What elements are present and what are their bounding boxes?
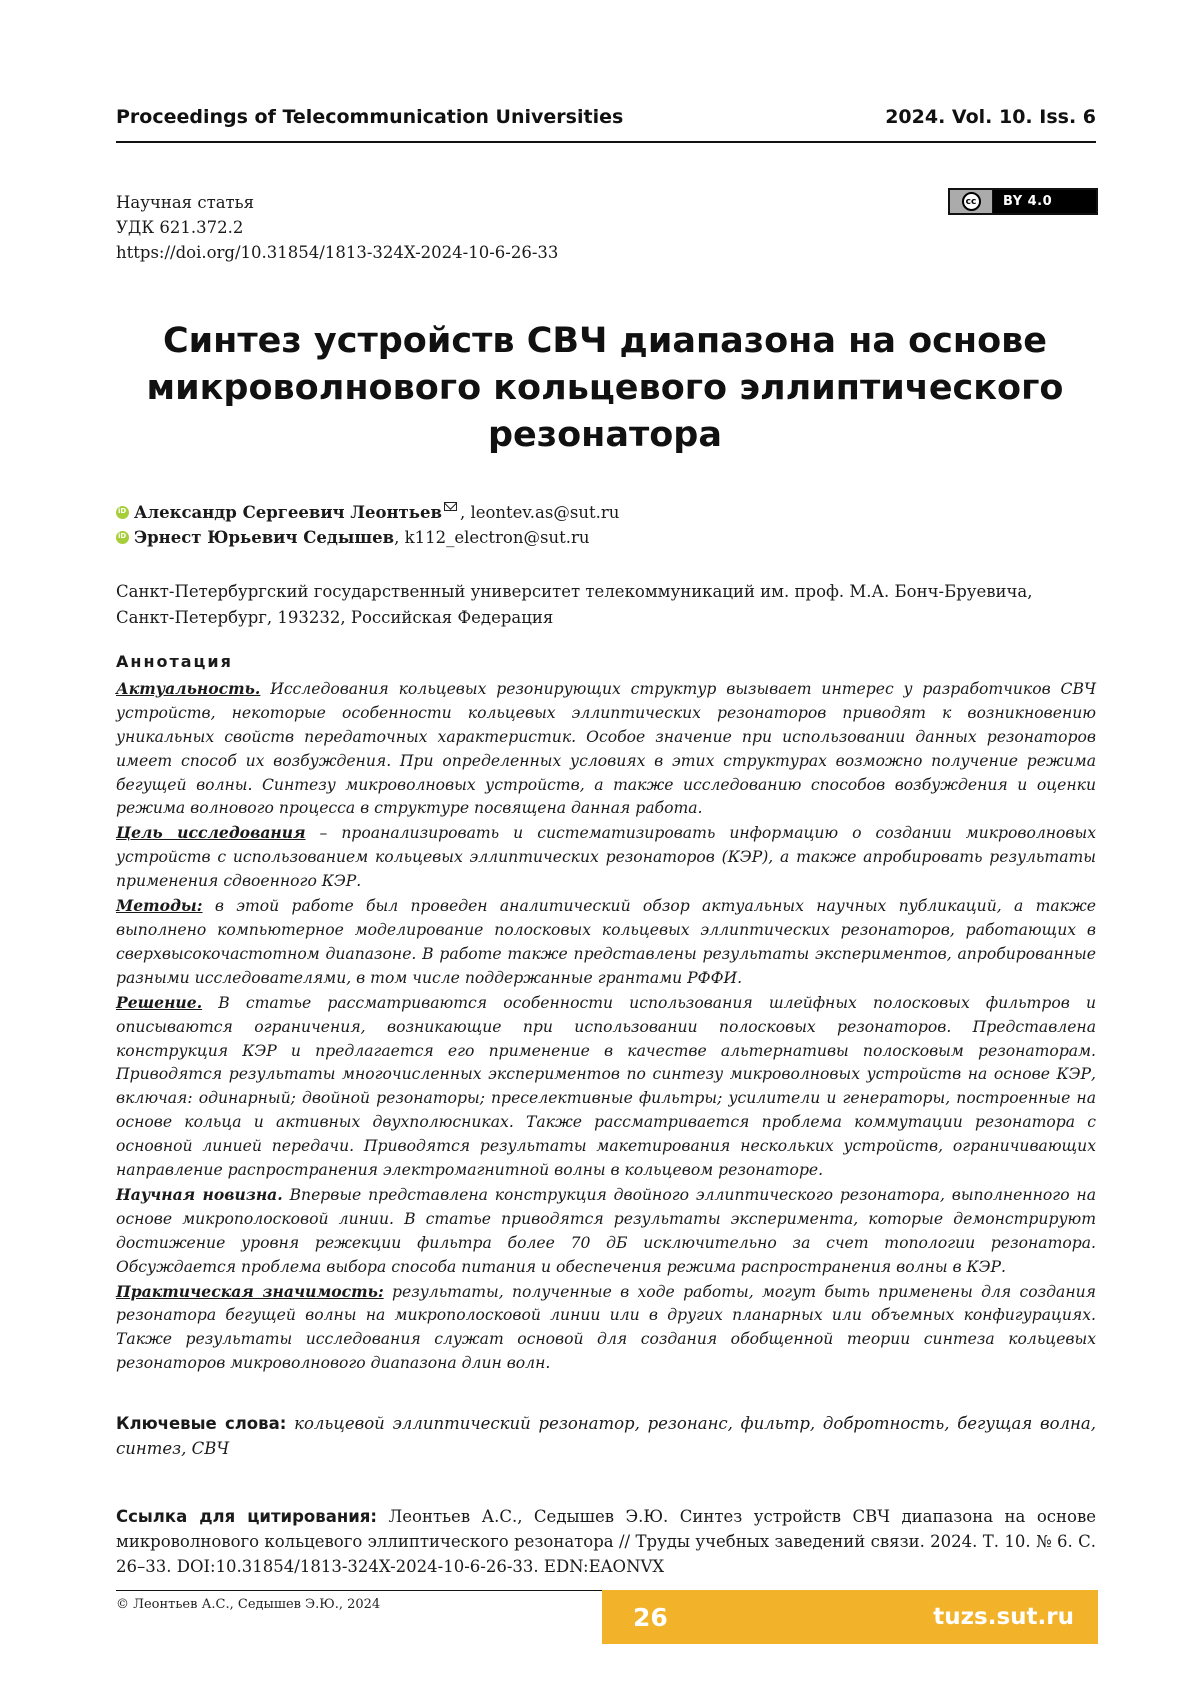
- abstract-paragraph: [116, 677, 1096, 821]
- abstract-label: Решение.: [116, 992, 203, 1012]
- abstract-label: Методы:: [116, 896, 203, 916]
- author-email[interactable]: k112_electron@sut.ru: [404, 528, 590, 547]
- article-meta: [116, 190, 558, 265]
- abstract-text: – проанализировать и систематизировать информацию о создании микроволновых устройств с использованием кольцевых эллиптических резонаторов (КЭР), а также апробировать результаты применения сдвоенного КЭР.: [116, 824, 1096, 891]
- abstract-paragraph: [116, 894, 1096, 991]
- creative-commons-icon: cc: [962, 192, 981, 211]
- abstract-text: в этой работе был проведен аналитический обзор актуальных научных публикаций, а также выполнено компьютерное моделирование полосковых кольцевых эллиптических резонаторов, работающих в сверхвысокочастотном диапазоне. В работе также представлены результаты экспериментов, апробированные разными исследователями, в том числе поддержанные грантами РФФИ.: [116, 897, 1096, 987]
- running-header: [116, 106, 1096, 128]
- citation-label: Ссылка для цитирования:: [116, 1507, 377, 1526]
- abstract-heading: Аннотация: [116, 652, 233, 671]
- abstract-text: В статье рассматриваются особенности использования шлейфных полосковых фильтров и описываются ограничения, возникающие при использовании полосковых резонаторов. Представлена конструкция КЭР и предлагается его применение в качестве альтернативы полосковым резонаторам. Приводятся результаты многочисленных экспериментов по синтезу микроволновых устройств на основе КЭР, включая: одинарный; двойной резонаторы; преселективные фильтры; усилители и генераторы, построенные на основе кольца и активных двухполюсниках. Также рассматривается проблема коммутации резонатора с основной линией передачи. Приводятся результаты макетирования нескольких устройств, ограничивающих направление распространения электромагнитной волны в кольцевом резонаторе.: [116, 993, 1096, 1180]
- author-entry: [116, 525, 619, 550]
- cc-icon-area: [950, 190, 993, 213]
- abstract-label: Цель исследования: [116, 823, 306, 843]
- keywords-label: Ключевые слова:: [116, 1414, 287, 1433]
- abstract-paragraph: [116, 821, 1096, 894]
- keywords-block: [116, 1411, 1096, 1461]
- page-number: 26: [633, 1602, 668, 1632]
- citation-block: [116, 1504, 1096, 1579]
- author-entry: [116, 500, 619, 525]
- abstract-paragraph: [116, 1280, 1096, 1377]
- abstract-label: Актуальность.: [116, 678, 261, 698]
- footer-bar: [602, 1590, 1098, 1644]
- author-affiliation: Санкт-Петербургский государственный университет телекоммуникаций им. проф. М.А. Бонч-Бруевича, Санкт-Петербург, 193232, Российская Федерация: [116, 582, 1033, 627]
- website-link[interactable]: tuzs.sut.ru: [933, 1604, 1074, 1630]
- copyright-notice: © Леонтьев А.С., Седышев Э.Ю., 2024: [116, 1597, 381, 1612]
- footer-divider: [116, 1590, 602, 1591]
- abstract-label: Научная новизна.: [116, 1184, 283, 1204]
- abstract-text: результаты, полученные в ходе работы, могут быть применены для создания резонатора бегущей волны на микрополосковой линии или в других планарных или объемных конфигурациях. Также результаты исследования служат основой для создания обобщенной теории синтеза кольцевых резонаторов микроволнового диапазона длин волн.: [116, 1282, 1096, 1373]
- abstract-text: Исследования кольцевых резонирующих структур вызывает интерес у разработчиков СВЧ устройств, некоторые особенности кольцевых эллиптических резонаторов приводят к возникновению уникальных свойств передаточных характеристик. Особое значение при использовании данных резонаторов имеет способ их возбуждения. При определенных условиях в этих структурах возможно получение режима бегущей волны. Синтезу микроволновых устройств, а также исследованию способов возбуждения и оценки режима волнового процесса в структуре посвящена данная работа.: [116, 679, 1096, 818]
- author-separator: ,: [459, 503, 471, 522]
- issue-info: 2024. Vol. 10. Iss. 6: [885, 106, 1096, 128]
- author-name: Александр Сергеевич Леонтьев: [134, 503, 442, 522]
- journal-name: Proceedings of Telecommunication Universities: [116, 106, 624, 128]
- udc-code: УДК 621.372.2: [116, 218, 244, 237]
- orcid-icon[interactable]: [116, 531, 129, 544]
- orcid-icon[interactable]: [116, 506, 129, 519]
- header-divider: [116, 141, 1096, 143]
- keywords-text: кольцевой эллиптический резонатор, резонанс, фильтр, добротность, бегущая волна, синтез, СВЧ: [116, 1414, 1096, 1458]
- abstract-paragraph: [116, 1183, 1096, 1280]
- envelope-icon: [444, 502, 457, 511]
- author-separator: ,: [394, 528, 405, 547]
- abstract-text: Впервые представлена конструкция двойного эллиптического резонатора, выполненного на основе микрополосковой линии. В статье приводятся результаты эксперимента, которые демонстрируют достижение уровня режекции фильтра более 70 дБ исключительно за счет топологии резонатора. Обсуждается проблема выбора способа питания и обеспечения режима распространения волны в КЭР.: [116, 1185, 1096, 1276]
- abstract-block: [116, 650, 1096, 1376]
- article-type: Научная статья: [116, 193, 255, 212]
- author-list: [116, 500, 619, 550]
- cc-license-badge[interactable]: [948, 188, 1098, 215]
- article-title: Синтез устройств СВЧ диапазона на основе микроволнового кольцевого эллиптического резонатора: [146, 321, 1064, 455]
- license-label: BY 4.0: [1003, 194, 1053, 209]
- citation-text: Леонтьев А.С., Седышев Э.Ю. Синтез устройств СВЧ диапазона на основе микроволнового кольцевого эллиптического резонатора // Труды учебных заведений связи. 2024. Т. 10. № 6. С. 26–33. DOI:10.31854/1813-324X-2024-10-6-26-33. EDN:EAONVX: [116, 1507, 1097, 1576]
- abstract-paragraph: [116, 991, 1096, 1183]
- abstract-label: Практическая значимость:: [116, 1281, 384, 1301]
- doi-link[interactable]: https://doi.org/10.31854/1813-324X-2024-10-6-26-33: [116, 243, 559, 262]
- author-name: Эрнест Юрьевич Седышев: [134, 528, 395, 547]
- author-email[interactable]: leontev.as@sut.ru: [470, 503, 620, 522]
